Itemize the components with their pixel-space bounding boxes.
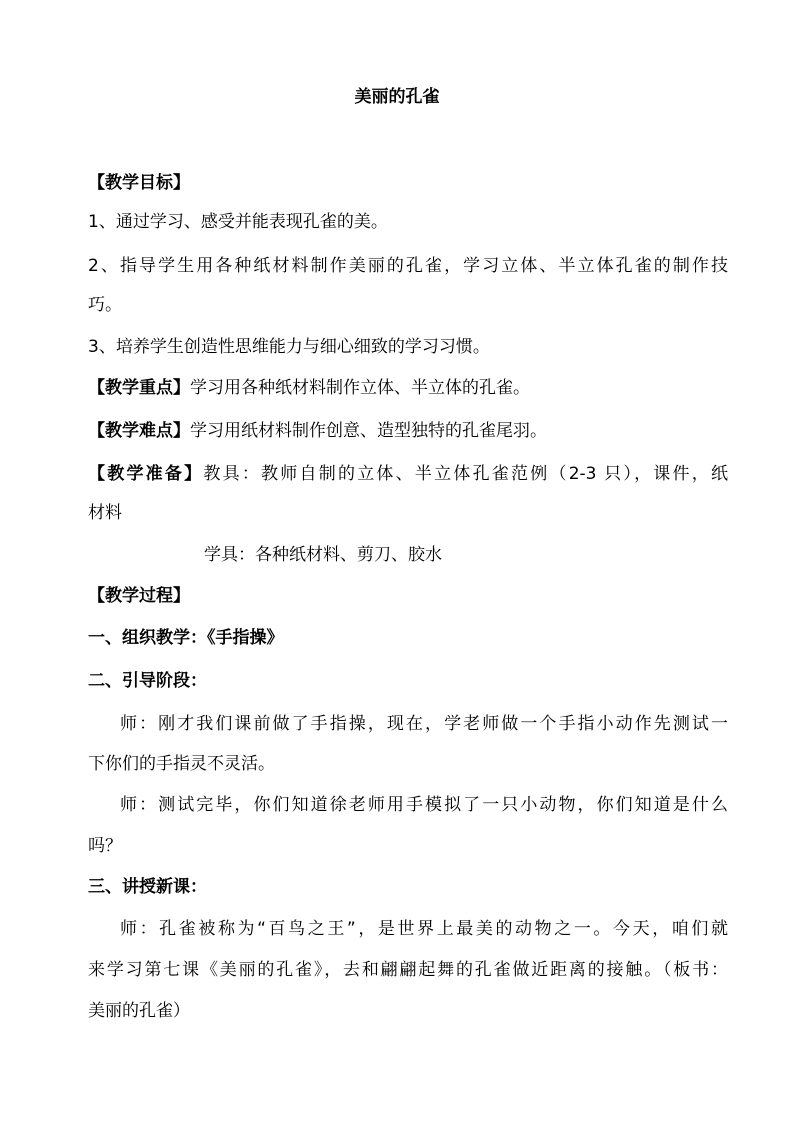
difficulty-row	[88, 420, 728, 442]
teacher-tools-line-2: 材料	[88, 503, 122, 523]
paragraph-3-line-3: 美丽的孔雀）	[88, 1001, 190, 1021]
key-point-heading: 【教学重点】	[88, 378, 190, 398]
objective-item-1: 1、通过学习、感受并能表现孔雀的美。	[88, 212, 388, 232]
difficulty-text: 学习用纸材料制作创意、造型独特的孔雀尾羽。	[190, 421, 547, 441]
page-title: 美丽的孔雀	[354, 87, 440, 107]
student-tools: 学具：各种纸材料、剪刀、胶水	[204, 545, 442, 565]
paragraph-1-line-1: 师：刚才我们课前做了手指操，现在，学老师做一个手指小动作先测试一	[120, 714, 728, 734]
objective-item-3: 3、培养学生创造性思维能力与细心细致的学习习惯。	[88, 337, 490, 357]
preparation-heading: 【教学准备】	[88, 464, 204, 484]
step-2-heading: 二、引导阶段：	[88, 671, 207, 691]
paragraph-3-line-2: 来学习第七课《美丽的孔雀》，去和翩翩起舞的孔雀做近距离的接触。（板书：	[88, 960, 728, 980]
paragraph-2-line-1: 师：测试完毕，你们知道徐老师用手模拟了一只小动物，你们知道是什么	[120, 795, 728, 815]
step-1-heading: 一、组织教学：《手指操》	[88, 628, 284, 648]
teacher-tools-line-1: 教具：教师自制的立体、半立体孔雀范例（2-3 只），课件，纸	[203, 464, 728, 484]
preparation-row	[88, 463, 728, 485]
paragraph-1-line-2: 下你们的手指灵不灵活。	[88, 754, 275, 774]
key-point-row	[88, 377, 728, 399]
paragraph-2-line-2: 吗？	[88, 836, 122, 856]
objective-item-2-line-2: 巧。	[88, 295, 122, 315]
key-point-text: 学习用各种纸材料制作立体、半立体的孔雀。	[190, 378, 530, 398]
objectives-heading: 【教学目标】	[88, 173, 190, 193]
difficulty-heading: 【教学难点】	[88, 421, 190, 441]
step-3-heading: 三、讲授新课：	[88, 877, 207, 897]
paragraph-3-line-1: 师：孔雀被称为“百鸟之王”，是世界上最美的动物之一。今天，咱们就	[120, 919, 728, 939]
objective-item-2-line-1: 2、指导学生用各种纸材料制作美丽的孔雀，学习立体、半立体孔雀的制作技	[88, 256, 728, 276]
process-heading: 【教学过程】	[88, 586, 190, 606]
